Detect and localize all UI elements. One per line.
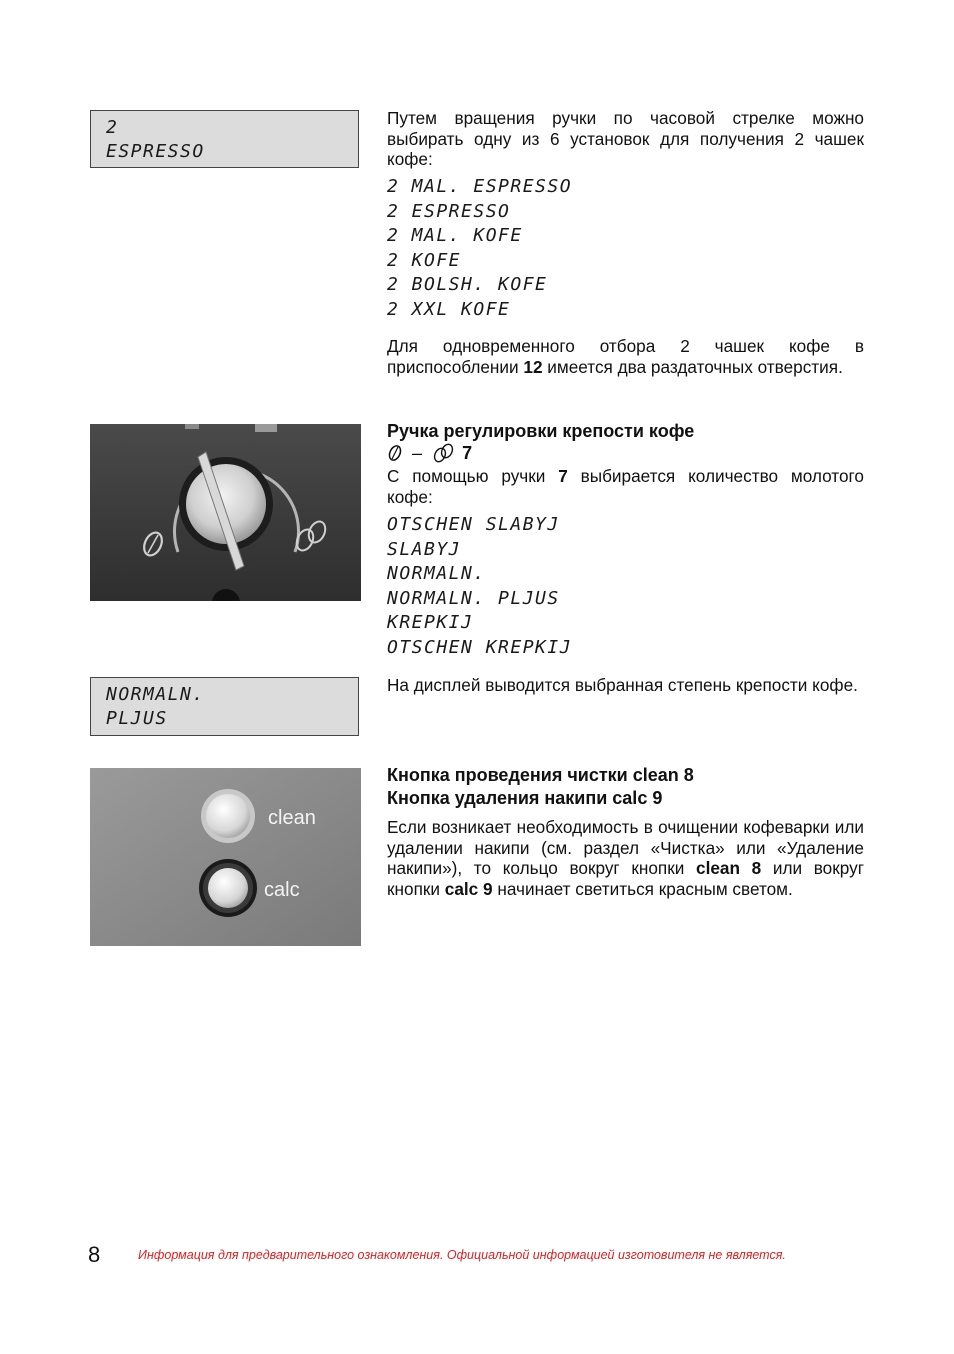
cups-option: 2 MAL. KOFE — [387, 225, 523, 246]
knob-illustration — [90, 424, 361, 601]
cups-intro: Путем вращения ручки по часовой стрелке можно выбирать одну из 6 установок для получения 2 чашек кофе: — [387, 108, 864, 169]
calc-label: calc — [264, 879, 300, 901]
clean-calc-buttons-photo — [90, 768, 361, 946]
display-line-2: ESPRESSO — [106, 141, 205, 162]
display-normaln-pljus — [90, 677, 359, 736]
strength-option: NORMALN. PLJUS — [387, 587, 560, 609]
cups-option: 2 KOFE — [387, 249, 462, 271]
disclaimer-note: Информация для предварительного ознакомления. Официальной информацией изготовителя не является. — [138, 1248, 786, 1262]
strength-knob-photo — [90, 424, 361, 601]
cups-option: 2 MAL. ESPRESSO — [387, 176, 573, 197]
strength-heading: Ручка регулировки крепости кофе — [387, 421, 695, 441]
display-line-1: 2 — [106, 117, 119, 138]
clean-calc-description: Если возникает необходимость в очищении кофеварки или удалении накипи (см. раздел «Чистка» или «Удаление накипи»), то кольцо вокруг кнопки clean 8 или вокруг кнопки calc 9 начинает светиться красным светом. — [387, 817, 864, 899]
cups-note: Для одновременного отбора 2 чашек кофе в приспособлении 12 имеется два раздаточных отверстия. — [387, 336, 864, 377]
buttons-illustration — [90, 768, 361, 946]
strength-option: KREPKIJ — [387, 612, 474, 633]
cups-option: 2 XXL KOFE — [387, 298, 511, 320]
strength-symbol-line — [387, 443, 472, 465]
range-dash: – — [412, 443, 423, 463]
cups-options-list — [387, 175, 572, 322]
strength-option: OTSCHEN SLABYJ — [387, 514, 560, 535]
display-line-1: NORMALN. — [106, 684, 205, 705]
two-beans-icon — [431, 443, 457, 463]
one-bean-icon — [387, 444, 403, 462]
display-2-espresso — [90, 110, 359, 168]
strength-options-list — [387, 513, 572, 660]
strength-option: OTSCHEN KREPKIJ — [387, 636, 573, 658]
clean-label: clean — [268, 807, 316, 829]
display-description: На дисплей выводится выбранная степень крепости кофе. — [387, 675, 858, 695]
strength-intro: С помощью ручки 7 выбирается количество молотого кофе: — [387, 466, 864, 507]
page-number: 8 — [88, 1242, 101, 1267]
strength-option: NORMALN. — [387, 563, 486, 584]
clean-heading: Кнопка проведения чистки clean 8 — [387, 765, 694, 785]
calc-heading: Кнопка удаления накипи calc 9 — [387, 788, 663, 808]
display-line-2: PLJUS — [106, 708, 168, 729]
cups-option: 2 ESPRESSO — [387, 200, 511, 222]
strength-option: SLABYJ — [387, 538, 462, 560]
cups-option: 2 BOLSH. KOFE — [387, 274, 548, 295]
knob-number: 7 — [462, 443, 473, 463]
